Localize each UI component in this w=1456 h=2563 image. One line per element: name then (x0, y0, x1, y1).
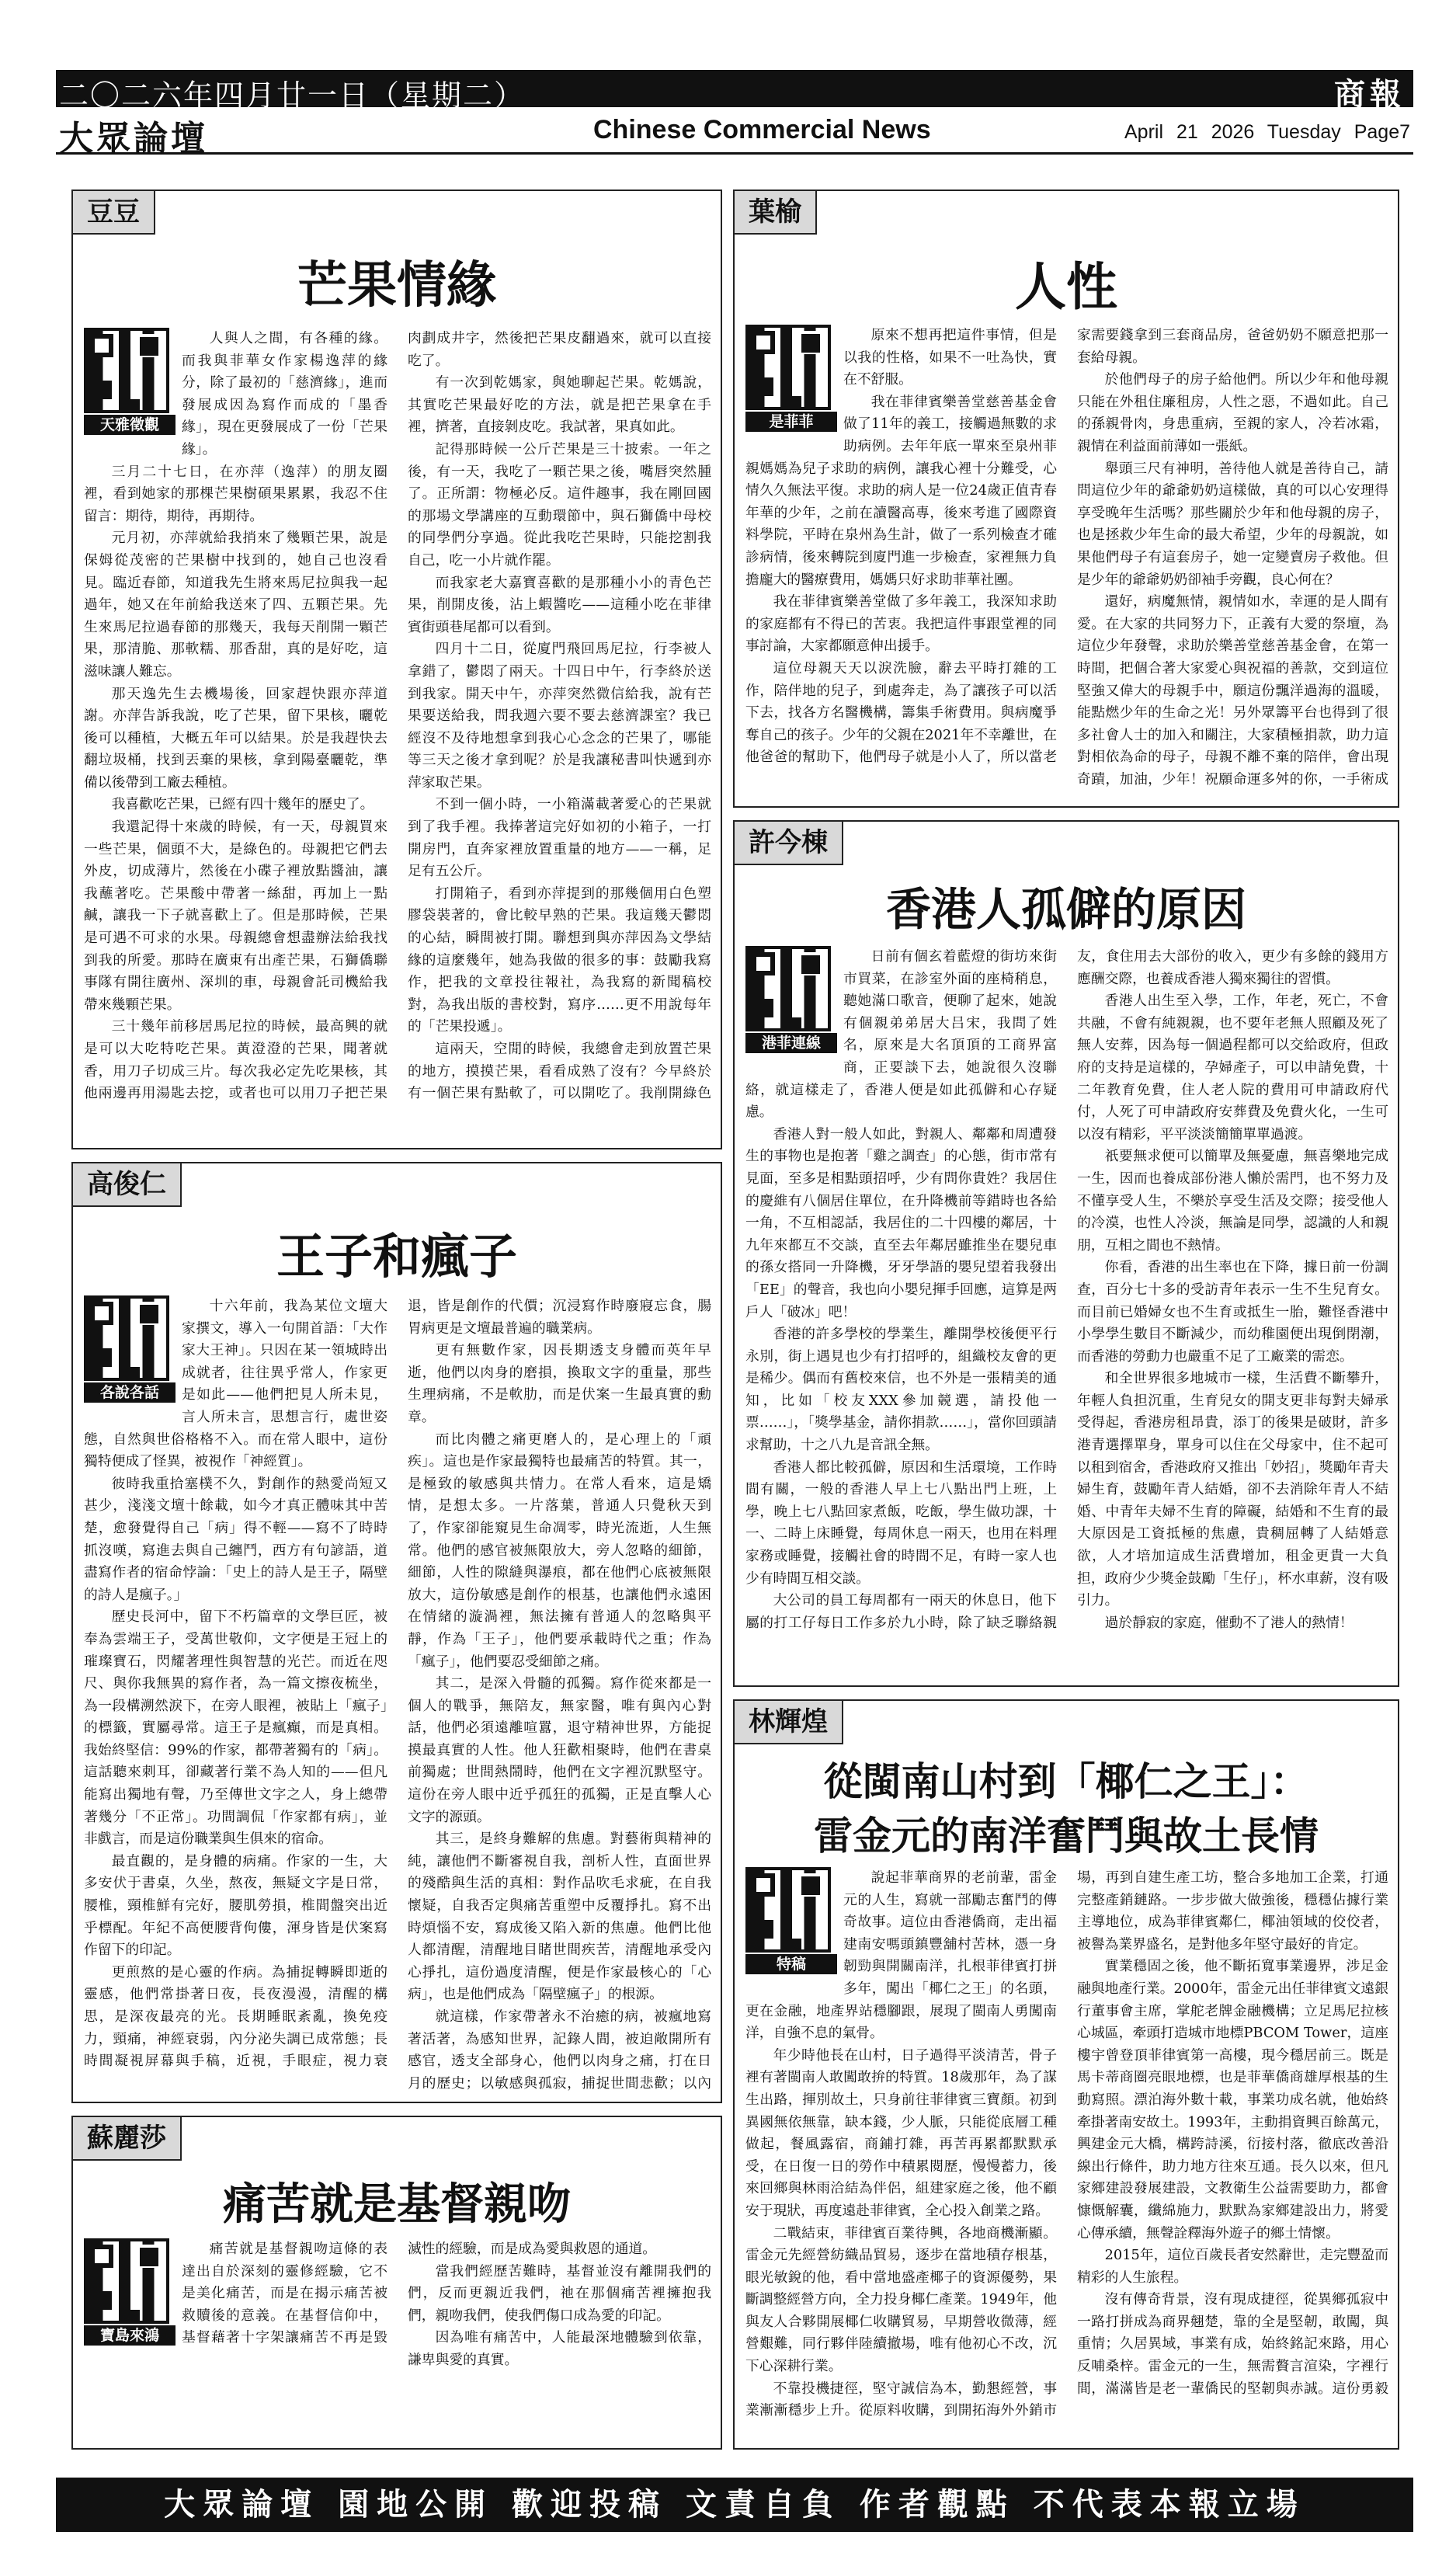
paragraph: 而我家老大嘉寶喜歡的是那種小小的青色芒果，削開皮後，沾上蝦醬吃——這種小吃在菲律賓街頭巷尾都可以看到。 (408, 574, 711, 635)
paragraph: 人與人之間，有各種的緣。而我與菲華女作家楊逸萍的緣分，除了最初的「慈濟緣」，進而發展成因為寫作而成的「墨香緣」，現在更發展成了一份「芒果緣」。 (182, 330, 387, 457)
paragraph: 歷史長河中，留下不朽篇章的文學巨匠，被奉為雲端王子，受萬世敬仰，文字便是王冠上的璀璨寶石，閃耀著理性與智慧的光芒。而近在咫尺、與你我無異的寫作者，為一篇文擦夜梳坐，為一段構溯然淚下，在旁人眼裡，被貼上「瘋子」的標籤，實屬尋常。這王子是瘋癲，而是真相。我始終堅信：99%的作家，都帶著獨有的「病」。這話聽來刺耳，卻藏著行業不為人知的——但凡能寫出獨地有聲，乃至傳世文字之人，身上總帶著幾分「不正常」。功間調侃「作家都有病」，並非戲言，而是這份職業與生俱來的宿命。 (84, 1608, 387, 1848)
paragraph: 二戰結束，菲律賓百業待興，各地商機漸顯。雷金元先經營紡織品貿易，逐步在當地積存根基，眼光敏銳的他，看中當地盛產椰子的資源優勢，果斷調整經營方向，全力投身椰仁產業。1949年，他與友人合夥開展椰仁收購貿易，早期營收微薄，經營艱難，同行夥伴陸續撤場，唯有他初心不改，沉下心深耕行業。 (745, 2224, 1057, 2375)
paragraph: 更煎熬的是心靈的作病。為捕捉轉瞬即逝的靈感，他們常掛著日夜，長夜漫漫，清醒的構思，是深夜最亮的光。長期睡眠紊亂，換免疫力，頸痛，神經衰弱，內分泌失調已成常態；長時間凝視屏幕與手稿，近視，手眼症，視力衰退，皆是創作的代價；沉浸寫作時廢寢忘食，腸胃病更是文壇最普遍的職業病。 (84, 1298, 711, 2070)
paragraph: 不到一個小時，一小箱滿載著愛心的芒果就到了我手裡。我捧著這完好如初的小箱子，一打開房門，直奔家裡放置重量的地方——一稱，足足有五公斤。 (408, 796, 711, 880)
paragraph: 因為唯有痛苦中，人能最深地體驗到依靠，謙卑與愛的真實。 (408, 2329, 711, 2368)
article-body (84, 328, 711, 1140)
paragraph: 這兩天，空閒的時候，我總會走到放置芒果的地方，摸摸芒果，看看成熟了沒有？今早終於有一個芒果有點軟了，可以開吃了。我削開綠色 (408, 1041, 711, 1102)
paragraph: 不靠投機捷徑，堅守誠信為本，勤懇經營，事業漸漸穩步上升。從原料收購，到開拓海外外銷市場，再到自建生產工坊，整合多地加工企業，打通完整產銷鏈路。一步步做大做強後，穩穩佔據行業主導地位，成為菲律賓鄰仁，椰油領域的佼佼者，被譽為業界盛名，是對他多年堅守最好的肯定。 (745, 1869, 1388, 2419)
article-coconut-king (733, 1699, 1399, 2450)
qr-column-badge (84, 1295, 182, 1412)
paragraph: 我在菲律賓樂善堂做了多年義工，我深知求助的家庭都有不得已的苦衷。我把這件事跟堂裡的同事討論，大家都願意伸出援手。 (745, 593, 1057, 655)
paragraph: 還好，病魔無情，親情如水，幸運的是人間有愛。在大家的共同努力下，正義有大愛的祭壇，為這位少年發聲，求助於樂善堂慈善基金會，在第一時間，把個合著大家愛心與祝福的善款，交到這位堅強又偉大的母親手中，願這份飄洋過海的溫暖，能點燃少年的生命之光！另外眾籌平台也得到了很多社會人士的加入和關注，大家積極捐款，助力這對相依為命的母子，母親不離不棄的陪伴，會出現奇蹟，加油，少年！祝願命運多舛的你，一手術成 (1077, 593, 1388, 788)
paragraph: 舉頭三尺有神明，善待他人就是善待自己，請問這位少年的爺爺奶奶這樣做，真的可以心安理得享受晚年生活嗎？那些關於少年和他母親的房子，也是拯救少年生命的最大希望，少年的母親說，如果他們母子有這套房子，她一定變賣房子救他。但是少年的爺爺奶奶卻袖手旁觀，良心何在？ (1077, 460, 1388, 588)
paragraph: 香港人都比較孤僻，原因和生活環境，工作時間有關，一般的香港人早上七八點出門上班，上學，晚上七八點回家煮飯，吃飯，學生做功課，十一、二時上床睡覺，每周休息一兩天，也用在料理家務或睡覺，接觸社會的時間不足，有時一家人也少有時間互相交談。 (745, 1459, 1057, 1587)
paragraph: 我喜歡吃芒果，已經有四十幾年的歷史了。 (111, 796, 374, 813)
date-page-info: April 21 2026 Tuesday Page7 (1124, 121, 1410, 143)
paragraph: 更有無數作家，因長期透支身體而英年早逝，他們以肉身的磨損，換取文字的重量，那些生理病痛，不是軟肋，而是伏案一生最真實的勳章。 (408, 1342, 711, 1425)
paragraph: 打開箱子，看到亦萍提到的那幾個用白色塑膠袋裝著的，會比較早熟的芒果。我這幾天鬱悶的心結，瞬間被打開。聯想到與亦萍因為文學結緣的這麼幾年，她為我做的很多的事：鼓勵我寫作，把我的文章投往報社，為我寫的新聞稿校對，為我出版的書校對，寫序……更不用說每年的「芒果投遞」。 (408, 885, 711, 1035)
qr-column-badge (84, 328, 182, 444)
article-king (71, 1162, 722, 2103)
paragraph: 元月初，亦萍就給我捎來了幾顆芒果，說是保姆從茂密的芒果樹中找到的，她自己也沒看見。臨近春節，知道我先生將來馬尼拉與我一起過年，她又在年前給我送來了四、五顆芒果。先生來馬尼拉過春節的那幾天，我每天削開一顆芒果，那清脆、那軟糯、那香甜，真的是好吃，這滋味讓人難忘。 (84, 530, 387, 680)
author-tag: 林輝煌 (735, 1701, 843, 1744)
qr-code-icon (84, 328, 175, 433)
article-body (745, 325, 1388, 800)
paragraph: 原來不想再把這件事情，但是以我的性格，如果不一吐為快，實在不舒服。 (843, 327, 1057, 388)
article-hongkong (733, 820, 1399, 1687)
column-label: 天雅徵觀 (84, 415, 175, 435)
section-header (56, 110, 1413, 158)
paragraph: 於他們母子的房子給他們。所以少年和他母親只能在外租住廉租房，人性之惡，不過如此。自己的孫親骨肉，身患重病，至親的家人，冷若冰霜，親情在利益面前薄如一張紙。 (1077, 371, 1388, 454)
paragraph: 痛苦就是基督親吻這條的表達出自於深刻的靈修經驗，它不是美化痛苦，而是在揭示痛苦被救贖後的意義。在基督信仰中，基督藉著十字架讓痛苦不再是毀滅性的經驗，而是成為愛與救恩的通道。 (182, 2241, 657, 2346)
column-label: 特稿 (745, 1954, 837, 1974)
paragraph: 有一次到乾媽家，與她聊起芒果。乾媽說，其實吃芒果最好吃的方法，就是把芒果拿在手裡，擠著，直接剝皮吃。我試著，果真如此。 (408, 374, 711, 436)
article-title-line1: 從閩南山村到「椰仁之王」： (823, 1759, 1309, 1804)
paragraph: 日前有個玄着藍燈的街坊來街市買菜，在診室外面的座椅稍息，聽她滿口歌音，便聊了起來，她說有個親弟弟居大吕宋，我問了姓名，原來是大名頂頂的工商界富商，正要談下去，她說很久沒聯絡，就這樣走了，香港人便是如此孤僻和心存疑慮。 (745, 948, 1057, 1121)
article-title-line2: 雷金元的南洋奮鬥與故土長情 (814, 1814, 1319, 1859)
paragraph: 年少時他長在山村，日子過得平淡清苦，骨子裡有著閩南人敢闖敢拚的特質。18歲那年，為了謀生出路，揮別故土，只身前往菲律賓三寶顏。初到異國無依無靠，缺本錢，少人脈，只能從底層工種做起，餐風露宿，商鋪打雜，再苦再累都默默承受，在日復一日的勞作中積累閱歷，慢慢蓄力，後來回鄉與林雨洽結為伴侶，組建家庭之後，他不顧安于現狀，再度遠赴菲律賓，全心投入創業之路。 (745, 2047, 1057, 2219)
issue-date: 二〇二六年四月廿一日（星期二） (59, 78, 526, 113)
paragraph: 我在菲律賓樂善堂慈善基金會做了11年的義工，接觸過無數的求助病例。去年年底一單來至泉州菲親媽媽為兒子求助的病例，讓我心裡十分難受，心情久久無法平復。求助的病人是一位24歲正值青春年華的少年，之前在讀醫高專，後來考進了國際資料學院，平時在泉州為生計，做了一系列檢查才確診病情，後來轉院到廈門進一步檢查，家裡無力負擔龐大的醫療費用，媽媽只好求助菲華社團。 (745, 393, 1057, 588)
author-tag: 許今棟 (735, 822, 843, 865)
column-label: 各說各話 (84, 1382, 175, 1403)
article-body (745, 946, 1388, 1679)
article-body (84, 1295, 711, 2095)
article-title: 芒果情緣 (297, 257, 496, 315)
article-humanity (733, 190, 1399, 808)
qr-code-icon (745, 946, 837, 1052)
column-label: 寶島來鴻 (84, 2325, 175, 2346)
qr-column-badge (745, 325, 843, 441)
paragraph: 四月十二日，從廈門飛回馬尼拉，行李被人拿錯了，鬱悶了兩天。十四日中午，行李終於送到我家。開天中午，亦萍突然微信給我，說有芒果要送給我，問我週六要不要去慈濟課室？我已經沒不及待地想拿到我心心念念的芒果了，哪能等三天之後才拿到呢？於是我讓秘書叫快遞到亦萍家取芒果。 (408, 641, 711, 791)
paragraph: 說起菲華商界的老前輩，雷金元的人生，寫就一部勵志奮鬥的傳奇故事。這位由香港僑商，走出福建南安嗎頭鎮豐舖村苦林，憑一身韌勁與開關南洋，扎根菲律賓打拼多年，闖出「椰仁之王」的名頭，更在金融，地產界站穩腳跟，展現了閩南人勇闖南洋，自強不息的氣骨。 (745, 1869, 1057, 2042)
section-name: 大眾論壇 (59, 119, 208, 158)
paragraph: 你看，香港的出生率也在下降，據日前一份調查，百分七十多的受訪青年表示一生不生兒育女。而目前已婚婦女也不生育或抵生一胎，難怪香港中小學學生數目不斷減少，而幼稚園便出現倒閉潮，而香港的勞動力也嚴重不足了工廠業的需恋。 (1077, 1259, 1388, 1365)
paragraph: 大公司的員工每周都有一兩天的休息日，他下屬的打工仔每日工作多於九小時，除了缺乏聯絡親友，食住用去大部份的收入，更少有多餘的錢用方應酬交際，也養成香港人獨來獨往的習慣。 (745, 948, 1388, 1631)
column-label: 是菲菲 (745, 412, 837, 432)
paragraph: 其三，是終身難解的焦慮。對藝術與精神的純，讓他們不斷審視自我，剖析人性，直面世界的殘酷與生活的真相：對作品吹毛求疵，在自我懷疑，自我否定與痛苦重塑中反覆掙扎。寫不出時煩惱不安，寫成後又陷入新的焦慮。他們比他人都清醒，清醒地目睹世間疾苦，清醒地承受內心掙扎，這份過度清醒，便是作家最核心的「心病」，也是他們成為「隔壁瘋子」的根源。 (408, 1831, 711, 2003)
paragraph: 當我們經歷苦難時，基督並沒有離開我們的們，反而更親近我們，祂在那個痛苦裡擁抱我們，親吻我們，使我們傷口成為愛的印記。 (408, 2262, 711, 2324)
article-title: 香港人孤僻的原因 (885, 883, 1246, 936)
author-tag: 蘇麗莎 (73, 2117, 182, 2161)
author-tag: 高俊仁 (73, 1163, 182, 1207)
paragraph: 香港人出生至入學，工作，年老，死亡，不會共融，不會有純親親，也不要年老無人照顧及死了無人安葬，因為每一個過程都可以交給政府，但政府的支持是這樣的，孕婦產子，可以申請免費，十二年教育免費，住人老人院的費用可申請政府代付，人死了可申請政府安葬費及免費火化，一生可以沒有精彩，平平淡淡簡簡單單過渡。 (1077, 993, 1388, 1142)
date-bar (56, 70, 1413, 113)
qr-column-badge (745, 1867, 843, 1984)
paragraph: 香港的許多學校的學業生，離開學校後便平行永別，街上遇見也少有打招呼的，組織校友會的更是稀少。偶而有舊校來信，也不外是一張精美的通知，比如「校友XXX參加競選，請投他一票……」，「獎學基金，請你捐款……」，當你回頭請求幫助，十之八九是音訊全無。 (745, 1326, 1057, 1454)
paragraph: 實業穩固之後，他不斷拓寬事業邊界，涉足金融與地產行業。2000年，雷金元出任菲律賓文遠銀行董事會主席，掌舵老牌金融機構；立足馬尼拉核心城區，牽頭打造城市地標PBCOM Tower，這座樓宇曾登頂菲律賓第一高樓，現今穩居前三。既是馬卡蒂商圈亮眼地標，也是菲華僑商雄厚根基的生動寫照。漂泊海外數十載，事業功成名就，他始終牽掛著南安故土。1993年，主動捐資興百餘萬元，興建金元大橋，構跨詩溪，衍接村落，徹底改善沿線出行條件，助力地方往來互通。長久以來，但凡家鄉建設發展建設，文教衛生公益需要助力，都會慷慨解囊，纖綿施力，默默為家鄉建設出力，將愛心傳承續，無聲詮釋海外遊子的鄉土情懷。 (1077, 1958, 1388, 2241)
paragraph: 十六年前，我為某位文壇大家撰文，導入一句開首語：「大作家大王神」。只因在某一領城時出成就者，往往異乎常人，作家更是如此——他們把見人所未見，言人所未言，思想言行，處世姿態，自然與世俗格格不入。而在常人眼中，這份獨特便成了怪異，被視作「神經質」。 (84, 1298, 387, 1470)
english-name: Chinese Commercial News (593, 115, 931, 144)
article-title: 人性 (1015, 257, 1117, 317)
paragraph: 彼時我重拾塞樸不久，對創作的熱愛尚短又甚少，淺淺文壇十餘載，如今才真正體味其中苦楚，愈發覺得自己「病」得不輕——寫不了時時抓沒嘆，寫進去與自己纏鬥，西方有句諺語，道盡寫作者的宿命悖論：「史上的詩人是王子，隔壁的詩人是瘋子。」 (84, 1475, 387, 1603)
paragraph: 最直觀的，是身體的病痛。作家的一生，大多安伏于書桌，久坐，熬夜，無疑文字是日常，腰椎，頸椎鮮有完好，腰肌勞損，椎間盤突出近乎標配。年紀不高便腰背佝僂，渾身皆是伏案寫作留下的印記。 (84, 1852, 387, 1959)
qr-code-icon (745, 1867, 837, 1973)
paragraph: 那天逸先生去機場後，回家趕快跟亦萍道謝。亦萍告訴我說，吃了芒果，留下果核，曬乾後可以種植，大概五年可以結果。於是我趕快去翻垃圾桶，找到丟棄的果核，拿到陽臺曬乾，準備以後帶到工廠去種植。 (84, 685, 387, 791)
paragraph: 其二，是深入骨髓的孤獨。寫作從來都是一個人的戰爭，無陪友，無家醫，唯有與內心對話，他們必須遠離喧囂，退守精神世界，方能捉摸最真實的人性。他人狂歡相聚時，他們在書桌前獨處；世間熱鬧時，他們在文字裡沉默堅守。這份在旁人眼中近乎孤狂的孤獨，正是直擊人心文字的源頭。 (408, 1675, 711, 1825)
article-body (84, 2238, 711, 2442)
qr-column-badge (745, 946, 843, 1062)
paragraph: 三十幾年前移居馬尼拉的時候，最高興的就是可以大吃特吃芒果。黃澄澄的芒果，聞著就香，用刀子切成三片。每次我必定先吃果核，其他兩邊再用湯匙去挖，或者也可以用刀子把芒果肉劃成井字，然後把芒果皮翻過來，就可以直接吃了。 (84, 330, 711, 1102)
author-tag: 葉榆 (735, 191, 817, 235)
article-title: 痛苦就是基督親吻 (223, 2179, 571, 2230)
newspaper-brand: 商報 (1334, 76, 1406, 113)
article-mango (71, 190, 722, 1149)
footer-slogan: 大眾論壇 園地公開 歡迎投稿 文責自負 作者觀點 不代表本報立場 (56, 2478, 1413, 2532)
column-label: 港菲連線 (745, 1033, 837, 1053)
paragraph: 三月二十七日，在亦萍（逸萍）的朋友圈裡，看到她家的那棵芒果樹碩果累累，我忍不住留言：期待，期待，再期待。 (84, 463, 387, 524)
paragraph: 我還記得十來歲的時候，有一天，母親買來一些芒果，個頭不大，是綠色的。母親把它們去外皮，切成薄片，然後在小碟子裡放點醬油，讓我蘸著吃。芒果酸中帶著一絲甜，再加上一點鹹，讓我一下子就喜歡上了。但是那時候，芒果是可遇不可求的水果。母親總會想盡辦法給我找到我的所愛。那時在廣東有出產芒果，石獅僑聯事隊有開往廣州、深圳的車，母親會託司機給我帶來幾顆芒果。 (84, 819, 387, 1013)
article-body (745, 1867, 1388, 2442)
paragraph: 這位母親天天以淚洗臉，辭去平時打雜的工作，陪伴地的兒子，到處奔走，為了讓孩子可以活下去，找各方名醫機構，籌集手術費用。與病魔爭奪自己的孩子。少年的父親在2021年不幸離世，在他爸爸的幫助下，他們母子就是小人了，所以當老家需要錢拿到三套商品房，爸爸奶奶不願意把那一套給母親。 (745, 327, 1388, 766)
paragraph: 祇要無求便可以簡單及無憂慮，無喜樂地完成一生，因而也養成部份港人懶於需門，也不努力及不懂享受人生，不樂於享受生活及交際；接受他人的冷漠，也性人冷淡，無論是同學，認識的人和親朋，互相之間也不熱情。 (1077, 1148, 1388, 1254)
paragraph: 記得那時候一公斤芒果是三十披索。一年之後，有一天，我吃了一顆芒果之後，嘴唇突然腫了。正所謂：物極必反。這件趣事，我在剛回國的那場文學講座的互動環節中，與石獅僑中母校的同學們分享過。從此我吃芒果時，只能挖割我自己，吃一小片就作罷。 (408, 440, 711, 569)
paragraph: 沒有傳奇背景，沒有現成捷徑，從異鄉孤寂中一路打拼成為商界翹楚，靠的全是堅韌，敢闖，與重情；久居異域，事業有成，始終銘記來路，用心反哺桑梓。雷金元的一生，無需贅言渲染，字裡行間，滿滿皆是老一輩僑民的堅韌與赤誠。這份勇毅 (1077, 2291, 1388, 2397)
article-pain (71, 2116, 722, 2450)
paragraph: 就這樣，作家帶著永不治癒的病，被瘋地寫著活著，為感知世界，記錄人間，被迫敞開所有感官，透支全部身心，他們以肉身之痛，打在日月的歷史；以敏感與孤寂，捕捉世間悲歡；以內 (408, 2008, 711, 2092)
paragraph: 香港人對一般人如此，對親人、鄰鄰和周遭發生的事物也是抱著「雞之調查」的心態，街市常有見面，至多是相點頭招呼，少有問你貴姓？我居住的慶維有八個居住單位，在升降機前等錯時也各給一角，不互相認話，我居住的二十四樓的鄰居，十九年來都互不交談，直至去年鄰居雖推坐在嬰兒車的孫女搭同一升降機，牙牙學語的嬰兒望着我發出「EE」的聲音，我也向小嬰兒揮手回應，這算是两戶人「破冰」吧！ (745, 1125, 1057, 1320)
article-title: 王子和瘋子 (276, 1228, 517, 1285)
paragraph: 2015年，這位百歲長者安然辭世，走完豐盈而精彩的人生旅程。 (1077, 2247, 1388, 2286)
author-tag: 豆豆 (73, 191, 155, 235)
paragraph: 而比肉體之痛更磨人的，是心理上的「頑疾」。這也是作家最獨特也最痛苦的特質。其一，是極致的敏感與共情力。在常人看來，這是矯情，是想太多。一片落葉，普通人只覺秋天到了，作家卻能窺見生命凋零，時光流逝，人生無常。他們的感官被無限放大，旁人忽略的細節，細節，人性的隙縫與瀑痕，都在他們心底被無限放大，這份敏感是創作的根基，也讓他們永遠困在情緒的漩渦裡，無法擁有普通人的忽略與平靜，作為「王子」，他們要承載時代之重；作為「瘋子」，他們要忍受細節之痛。 (408, 1431, 711, 1670)
qr-code-icon (745, 325, 837, 430)
paragraph: 過於靜寂的家庭，催動不了港人的熱情！ (1104, 1614, 1353, 1631)
qr-code-icon (84, 2238, 175, 2344)
qr-code-icon (84, 1295, 175, 1401)
paragraph: 和全世界很多地城市一樣，生活費不斷攀升，年輕人負担沉重，生育兒女的開支更非每對夫婦承受得起，香港房租昂貴，添丁的後果是破財，許多港青選擇單身，單身可以住在父母家中，住不起可以租到宿舍，香港政府又推出「妙招」，獎勵年青夫婦生育，鼓勵年青人結婚，卻不去消除年青人不結婚、中青年夫婦不生育的障礙，結婚和不生育的最大原因是工資抵極的焦慮，貴稠屈轉了人結婚意欲，人才培加這成生活費增加，租金更貴一大負担，政府少少獎金鼓勵「生仔」，杯水車薪，沒有吸引力。 (1077, 1370, 1388, 1609)
qr-column-badge (84, 2238, 182, 2355)
